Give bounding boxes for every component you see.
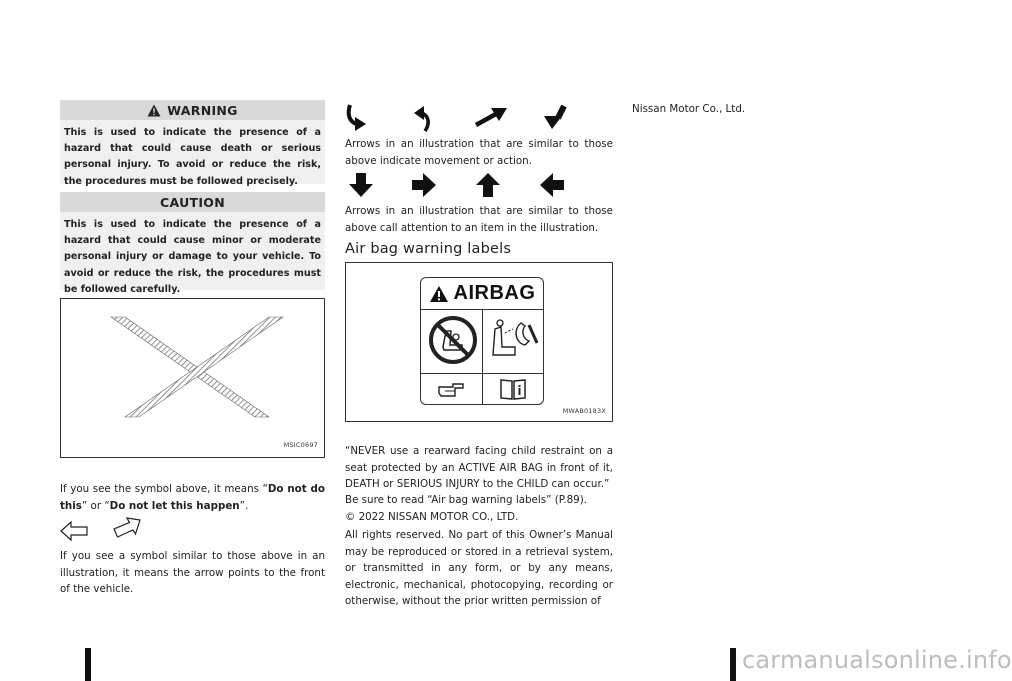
- pointing-hand-icon: [437, 381, 465, 399]
- prohibition-x-figure: [60, 298, 325, 458]
- symbol-meaning-text: [60, 481, 325, 514]
- airbag-label-figure: [345, 262, 613, 422]
- airbag-label-title-row: [421, 278, 543, 310]
- airbag-warning-triangle-icon: [429, 285, 449, 303]
- airbag-figure-code: MWAB0183X: [562, 407, 606, 415]
- publisher-name: Nissan Motor Co., Ltd.: [632, 103, 746, 115]
- crop-mark-right: [730, 648, 736, 681]
- symbol-text-suffix: ”.: [239, 499, 249, 512]
- outline-arrow-left-icon: [60, 520, 88, 542]
- solid-arrow-up-icon: [475, 172, 501, 198]
- owners-manual-book-icon: [499, 377, 527, 401]
- warning-header: [60, 100, 325, 120]
- solid-arrow-left-icon: [539, 172, 565, 198]
- airbag-section-heading: Air bag warning labels: [345, 241, 512, 257]
- do-not-let-this-happen: Do not let this happen: [109, 499, 240, 512]
- straight-arrow-diagonal-icon: [474, 106, 508, 128]
- figure-code: MSIC0697: [283, 441, 318, 449]
- airbag-deployment-icon: [487, 315, 541, 365]
- airbag-label-pictogram-row: [421, 309, 543, 374]
- no-rear-facing-child-seat-icon: [428, 315, 478, 365]
- rights-text: All rights reserved. No part of this Owner’s Manual may be reproduced or stored in a retrieval system, or transmitted in any form, or by any means, electronic, mechanical, photocopying, recording or otherwise, without the prior written permission of: [345, 529, 613, 608]
- warning-triangle-icon: [147, 104, 161, 117]
- bent-arrow-down-left-icon: [542, 104, 568, 130]
- symbol-text-mid: ” or “: [81, 499, 110, 512]
- do-not-do-this: Do not do this: [60, 483, 326, 512]
- movement-arrows-text: Arrows in an illustration that are similar to those above indicate movement or action.: [345, 138, 613, 167]
- warning-title: WARNING: [167, 102, 238, 118]
- airbag-label-bottom-row: [421, 373, 543, 405]
- airbag-quote-text: “NEVER use a rearward facing child restraint on a seat protected by an ACTIVE AIR BAG in front of it, DEATH or SERIOUS INJURY to the CHILD can occur.”: [345, 445, 613, 491]
- watermark-text: carmanualsonline.info: [742, 646, 1012, 674]
- symbol-text-prefix: If you see the symbol above, it means “: [60, 483, 268, 495]
- solid-arrow-right-icon: [411, 172, 437, 198]
- curved-arrow-up-left-icon: [412, 104, 434, 132]
- see-also-text: Be sure to read “Air bag warning labels” (P.89).: [345, 494, 587, 506]
- attention-arrows-text: Arrows in an illustration that are similar to those above call attention to an item in the illustration.: [345, 205, 613, 234]
- copyright-text: © 2022 NISSAN MOTOR CO., LTD.: [345, 511, 519, 523]
- airbag-label-card: [420, 277, 544, 405]
- crop-mark-left: [85, 648, 91, 681]
- curved-arrow-down-right-icon: [345, 104, 369, 132]
- caution-title: CAUTION: [160, 194, 225, 210]
- outline-arrows-text: If you see a symbol similar to those above in an illustration, it means the arrow points to the front of the vehicle.: [60, 550, 325, 596]
- x-symbol-icon: [61, 299, 324, 457]
- caution-text: This is used to indicate the presence of a hazard that could cause minor or moderate personal injury or damage to your vehicle. To avoid or reduce the risk, the procedures must be followed carefully.: [60, 212, 325, 290]
- warning-text: This is used to indicate the presence of a hazard that could cause death or serious personal injury. To avoid or reduce the risk, the procedures must be followed precisely.: [60, 120, 325, 184]
- airbag-label-title: AIRBAG: [453, 282, 536, 304]
- caution-header: [60, 192, 325, 212]
- outline-arrow-diagonal-icon: [111, 516, 141, 542]
- solid-arrow-down-icon: [348, 172, 374, 198]
